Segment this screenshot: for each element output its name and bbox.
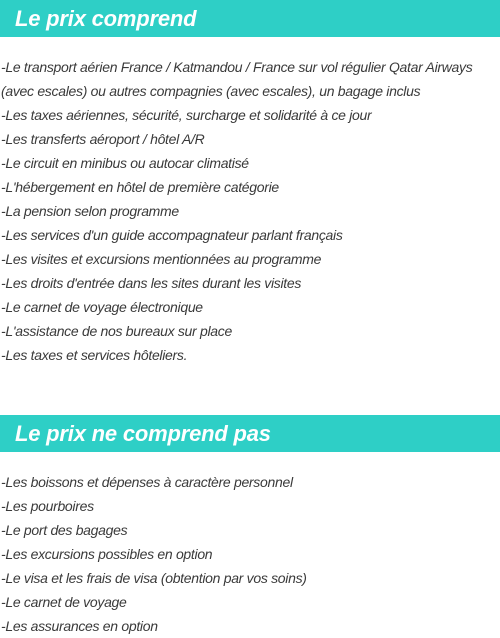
list-item: -Les services d'un guide accompagnateur parlant français	[1, 227, 343, 243]
list-item: -Les assurances en option	[1, 618, 158, 634]
list-item: -Le visa et les frais de visa (obtention par vos soins)	[1, 570, 307, 586]
list-item: -Les boissons et dépenses à caractère personnel	[1, 474, 293, 490]
list-item: -Les taxes aériennes, sécurité, surcharge et solidarité à ce jour	[1, 107, 372, 123]
price-includes-list	[0, 55, 500, 367]
price-excludes-title: Le prix ne comprend pas	[15, 420, 271, 446]
price-excludes-list	[0, 470, 500, 638]
price-excludes-section	[0, 415, 500, 638]
list-item: -Les pourboires	[1, 498, 94, 514]
list-item: -La pension selon programme	[1, 203, 179, 219]
list-item: -L'hébergement en hôtel de première catégorie	[1, 179, 279, 195]
list-item: -Le transport aérien France / Katmandou / France sur vol régulier Qatar Airways (avec escales) ou autres compagnies (avec escales), un bagage inclus	[1, 59, 473, 99]
list-item: -Les excursions possibles en option	[1, 546, 213, 562]
list-item: -Le port des bagages	[1, 522, 128, 538]
list-item: -Les taxes et services hôteliers.	[1, 347, 188, 363]
list-item: -Le carnet de voyage électronique	[1, 299, 203, 315]
list-item: -L'assistance de nos bureaux sur place	[1, 323, 232, 339]
price-excludes-header	[0, 415, 500, 452]
list-item: -Le carnet de voyage	[1, 594, 127, 610]
price-includes-header	[0, 0, 500, 37]
list-item: -Le circuit en minibus ou autocar climatisé	[1, 155, 249, 171]
list-item: -Les droits d'entrée dans les sites durant les visites	[1, 275, 302, 291]
price-includes-title: Le prix comprend	[15, 5, 197, 31]
list-item: -Les visites et excursions mentionnées au programme	[1, 251, 322, 267]
list-item: -Les transferts aéroport / hôtel A/R	[1, 131, 205, 147]
